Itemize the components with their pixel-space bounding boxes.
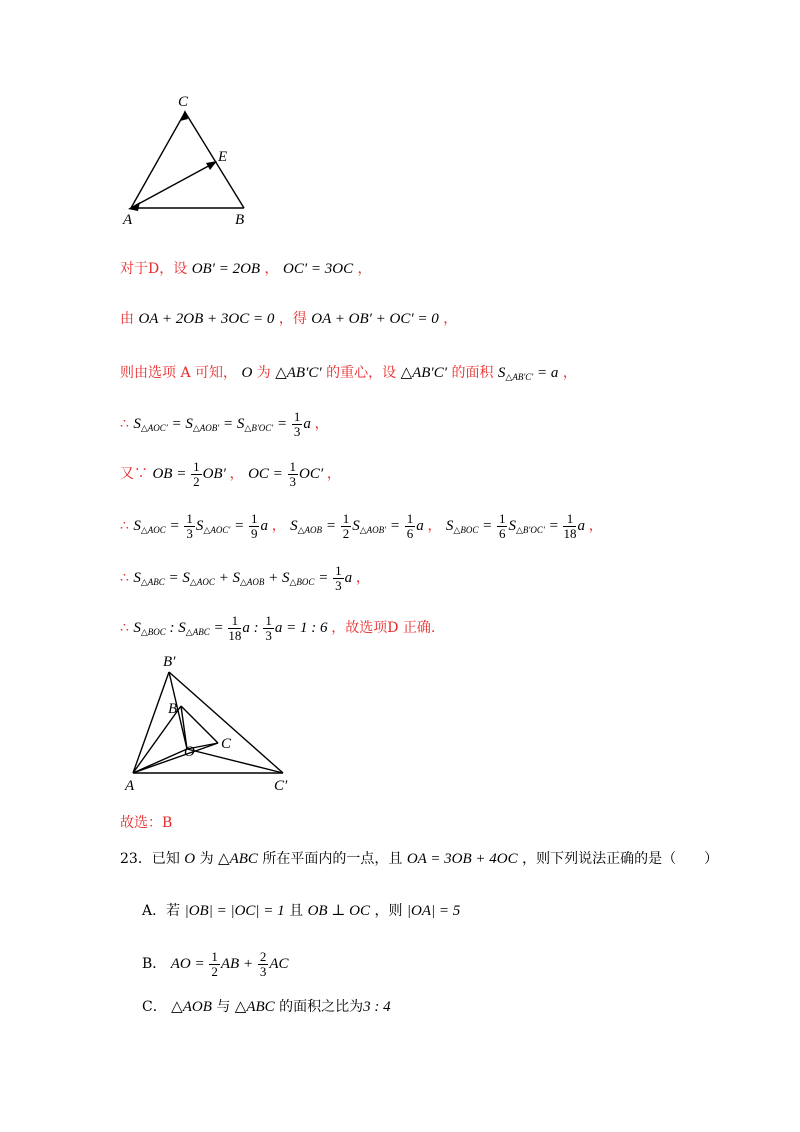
separator: ， <box>264 261 279 277</box>
ratio: 3 : 4 <box>363 999 391 1015</box>
option-label: B． <box>142 955 167 972</box>
eq: = <box>325 517 336 534</box>
answer-line: 故选：B <box>120 815 173 831</box>
denominator: 2 <box>211 964 218 979</box>
triangle: △AB′C′ <box>400 365 447 381</box>
eq: = <box>169 517 180 534</box>
eq: = S <box>168 569 190 586</box>
triangle: △ABC <box>218 851 258 867</box>
punct: ， <box>443 311 458 327</box>
because: ∵ <box>134 465 148 482</box>
equation: |OA| = 5 <box>406 903 461 919</box>
numerator: 1 <box>289 459 297 474</box>
s: S <box>497 365 506 381</box>
lhs: OB = <box>152 465 187 482</box>
punct: ， <box>314 415 329 432</box>
numerator: 1 <box>498 511 506 526</box>
numerator: 1 <box>228 614 241 629</box>
label-o: O <box>184 744 195 760</box>
option-b <box>142 950 289 979</box>
equation <box>170 949 289 979</box>
text: 与 <box>216 999 231 1015</box>
text: 的面积 <box>451 365 494 381</box>
triangle: △ABC <box>234 999 275 1015</box>
separator: ， <box>229 465 244 482</box>
triangle: △AOB <box>171 999 212 1015</box>
punct: ， <box>588 517 603 534</box>
rhs: OC′ <box>299 465 324 482</box>
eq: = S <box>223 415 245 432</box>
numerator: 1 <box>186 511 193 526</box>
text: 为 <box>199 851 214 867</box>
denominator: 3 <box>335 578 342 593</box>
label-b: B <box>168 701 178 717</box>
eq: = <box>234 517 245 534</box>
s: S <box>133 619 141 636</box>
s: S <box>290 517 298 534</box>
eq: = <box>277 415 288 432</box>
denominator: 6 <box>498 526 506 541</box>
numerator: 1 <box>211 949 218 964</box>
var: a <box>416 517 424 534</box>
option-label: C． <box>142 999 167 1015</box>
eq: = <box>482 517 493 534</box>
s: S <box>133 569 141 586</box>
punct: ， <box>562 365 577 381</box>
eq: = S <box>171 415 193 432</box>
text: 则由选项 A 可知， <box>120 365 238 381</box>
subscript: △B′OC′ <box>515 524 545 535</box>
symbol-o: O <box>241 365 253 381</box>
var: a <box>303 415 311 432</box>
denominator: 3 <box>289 474 297 489</box>
question-number: 23．已知 <box>120 851 180 867</box>
s: S <box>508 517 516 534</box>
s: S <box>195 517 204 534</box>
text: 所在平面内的一点，且 <box>262 851 403 867</box>
fraction <box>209 950 220 979</box>
equation: OB ⊥ OC <box>307 903 371 919</box>
text: 由 <box>120 311 134 327</box>
s: S <box>133 517 141 534</box>
label-b: B <box>235 212 245 228</box>
subscript: △B′OC′ <box>244 422 274 433</box>
therefore: ∴ <box>120 517 129 534</box>
text: ，则 <box>374 903 403 919</box>
var: a = 1 : 6 <box>274 619 328 636</box>
text: ，得 <box>278 311 307 327</box>
numerator: 1 <box>563 512 576 527</box>
equation: OC′ = 3OC <box>283 261 354 277</box>
denominator: 9 <box>250 526 258 541</box>
equation: OA + 2OB + 3OC = 0 <box>138 311 275 327</box>
punct: ， <box>357 261 372 277</box>
var: a : <box>242 619 259 636</box>
subscript: △BOC <box>289 576 315 587</box>
equation: OA + OB′ + OC′ = 0 <box>311 311 439 327</box>
numerator: 1 <box>406 511 414 526</box>
text: 为 <box>256 365 271 381</box>
lhs: OC = <box>248 465 283 482</box>
plus: + S <box>218 569 240 586</box>
equation: OA = 3OB + 4OC <box>406 851 518 867</box>
eq: = <box>389 517 400 534</box>
colon: : S <box>169 619 186 636</box>
question-23 <box>120 848 718 868</box>
label-c: C <box>221 736 232 752</box>
text: ，则下列说法正确的是（ ） <box>522 851 719 867</box>
numerator: 2 <box>259 949 267 964</box>
text: 又 <box>120 465 134 482</box>
denominator: 3 <box>186 526 193 541</box>
lhs: AO = <box>170 955 205 972</box>
subscript: △ABC <box>185 626 210 637</box>
numerator: 1 <box>193 459 200 474</box>
denominator: 18 <box>228 628 242 643</box>
option-c <box>142 996 391 1016</box>
text: 的面积之比为 <box>279 999 364 1015</box>
subscript: △AOB <box>239 576 265 587</box>
text: 的重心，设 <box>326 365 397 381</box>
conclusion: ，故选项D 正确. <box>331 619 436 636</box>
equation: |OB| = |OC| = 1 <box>184 903 285 919</box>
label-c: C <box>178 94 189 110</box>
therefore: ∴ <box>120 415 129 432</box>
eq: = a <box>537 365 559 381</box>
label-a: A <box>125 778 135 794</box>
punct: ， <box>326 465 341 482</box>
subscript: △AB′C′ <box>505 372 534 382</box>
numerator: 1 <box>342 511 350 526</box>
eq: = <box>548 517 559 534</box>
text: 且 <box>289 903 304 919</box>
denominator: 3 <box>265 628 272 643</box>
label-a: A <box>123 212 133 228</box>
s: S <box>445 517 454 534</box>
subscript: △AOC′ <box>140 422 168 433</box>
subscript: △BOC <box>453 524 479 535</box>
term: AC <box>269 955 289 972</box>
separator: ， <box>271 517 286 534</box>
eq: = <box>213 619 224 636</box>
var: a <box>260 517 268 534</box>
label-b-prime: B′ <box>163 654 176 670</box>
subscript: △AOC <box>189 576 215 587</box>
eq: = <box>318 569 329 586</box>
separator: ， <box>427 517 442 534</box>
label-c-prime: C′ <box>274 778 288 794</box>
denominator: 18 <box>563 526 577 541</box>
subscript: △AOC′ <box>203 524 231 535</box>
therefore: ∴ <box>120 619 129 636</box>
triangle: △AB′C′ <box>275 365 322 381</box>
fraction <box>258 950 269 979</box>
subscript: △BOC <box>140 626 166 637</box>
option-label: A．若 <box>142 903 181 919</box>
denominator: 6 <box>406 526 414 541</box>
numerator: 1 <box>335 563 342 578</box>
symbol-o: O <box>184 851 196 867</box>
rhs: OB′ <box>202 465 226 482</box>
subscript: △AOC <box>140 524 166 535</box>
s: S <box>133 415 141 432</box>
punct: ， <box>355 569 370 586</box>
numerator: 1 <box>250 511 258 526</box>
subscript: △ABC <box>140 576 165 587</box>
numerator: 1 <box>265 613 272 628</box>
s: S <box>352 517 360 534</box>
text: 对于D，设 <box>120 261 188 277</box>
var: a <box>344 569 353 586</box>
plus: + S <box>268 569 290 586</box>
option-a <box>142 900 460 920</box>
label-e: E <box>218 149 228 165</box>
denominator: 2 <box>342 526 350 541</box>
subscript: △AOB′ <box>359 524 387 535</box>
subscript: △AOB′ <box>192 422 220 433</box>
subscript: △AOB <box>297 524 323 535</box>
denominator: 2 <box>193 474 200 489</box>
therefore: ∴ <box>120 569 129 586</box>
denominator: 3 <box>259 964 267 979</box>
numerator: 1 <box>293 409 301 424</box>
var: a <box>577 517 585 534</box>
equation: OB′ = 2OB <box>191 261 261 277</box>
denominator: 3 <box>293 424 301 439</box>
term: AB + <box>220 955 254 972</box>
